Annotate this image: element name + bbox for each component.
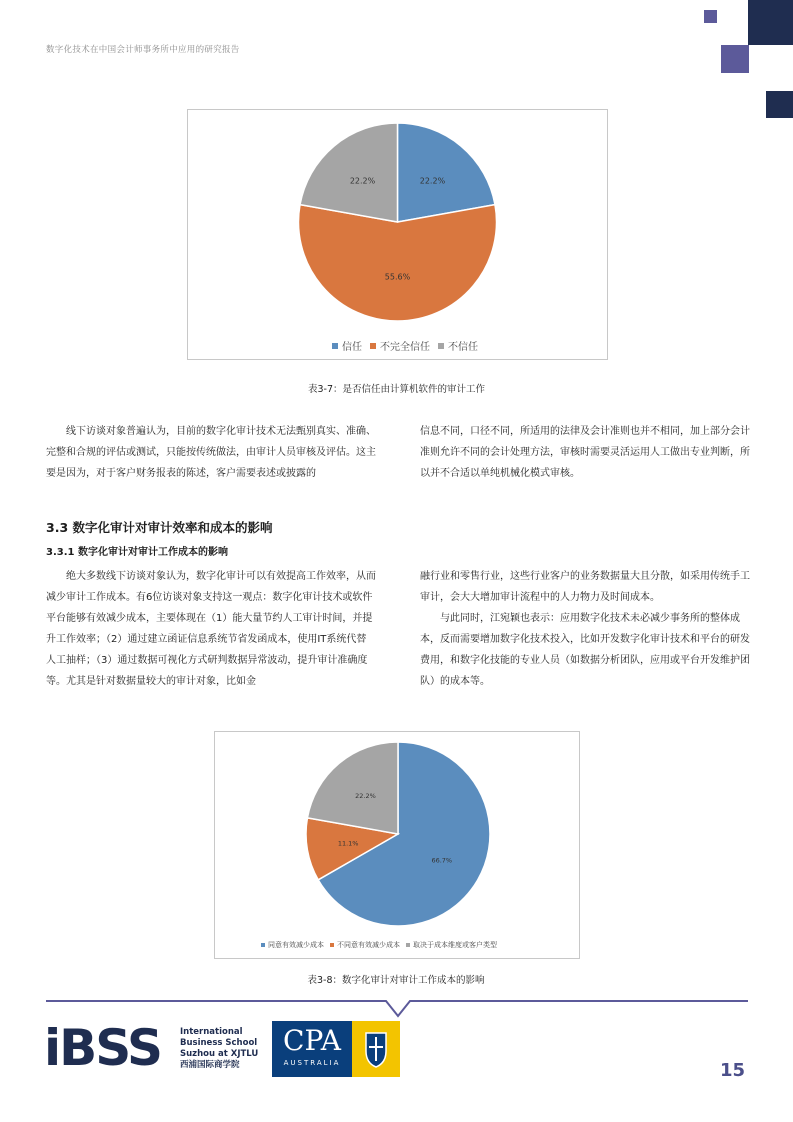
data-label: 22.2% <box>349 176 376 186</box>
cpa-logo-subtext: AUSTRALIA <box>283 1059 341 1067</box>
school-line: Suzhou at XJTLU <box>180 1049 259 1059</box>
pie-slice <box>307 742 398 834</box>
chart-legend <box>324 338 478 353</box>
school-line: International <box>180 1027 243 1037</box>
legend-label: 信任 <box>342 342 362 353</box>
legend-swatch <box>330 943 334 947</box>
footer-divider <box>46 1000 748 1020</box>
figure-caption: 表3-8：数字化审计对审计工作成本的影响 <box>307 975 485 986</box>
legend-swatch <box>406 943 410 947</box>
school-line: Business School <box>180 1038 258 1048</box>
pie-chart-trust <box>188 110 607 359</box>
ibss-logo: iBSS <box>44 1019 162 1077</box>
page-number: 15 <box>720 1060 746 1081</box>
legend-swatch <box>332 343 338 349</box>
legend-label: 同意有效减少成本 <box>268 941 324 949</box>
cpa-crest-icon <box>352 1021 400 1077</box>
decor-square-small <box>704 10 717 23</box>
data-label: 22.2% <box>355 792 376 801</box>
section-heading: 3.3 数字化审计对审计效率和成本的影响 <box>46 520 273 535</box>
running-header: 数字化技术在中国会计师事务所中应用的研究报告 <box>46 45 240 55</box>
decor-square-navy-top <box>748 0 793 45</box>
chart-legend <box>255 940 497 950</box>
decor-square-navy-right <box>766 91 793 118</box>
data-label: 11.1% <box>337 839 359 848</box>
pie-slice <box>300 123 397 222</box>
ibss-school-name <box>180 1027 258 1071</box>
pie-chart-cost <box>215 732 579 958</box>
data-label: 66.7% <box>431 856 453 865</box>
legend-label: 不信任 <box>448 342 478 353</box>
legend-label: 不同意有效减少成本 <box>337 941 400 949</box>
paragraph-right-1: 信息不同，口径不同，所适用的法律及会计准则也并不相同，加上部分会计准则允许不同的会计处理方法，审核时需要灵活运用人工做出专业判断，所以并不合适以单纯机械化模式审核。 <box>420 426 750 479</box>
paragraph-right-2a: 融行业和零售行业，这些行业客户的业务数据量大且分散，如采用传统手工审计，会大大增加审计流程中的人力物力及时间成本。 <box>420 571 750 603</box>
legend-swatch <box>370 343 376 349</box>
school-line: 西浦国际商学院 <box>180 1060 240 1070</box>
chart-frame-cost <box>214 731 580 959</box>
paragraph-left-2: 绝大多数线下访谈对象认为，数字化审计可以有效提高工作效率，从而减少审计工作成本。有6位访谈对象支持这一观点：数字化审计技术或软件平台能够有效减少成本，主要体现在（1）能大量节约人工审计时间，并提升工作效率；（2）通过建立函证信息系统节省发函成本，使用IT系统代替人工抽样；（3）通过数据可视化方式研判数据异常波动，提升审计准确度等。尤其是针对数据量较大的审计对象，比如金 <box>46 571 376 687</box>
legend-label: 不完全信任 <box>380 342 430 353</box>
data-label: 55.6% <box>384 272 411 282</box>
data-label: 22.2% <box>419 176 446 186</box>
figure-caption: 表3-7：是否信任由计算机软件的审计工作 <box>307 384 486 395</box>
chart-frame-trust <box>187 109 608 360</box>
decor-square-purple <box>721 45 749 73</box>
legend-swatch <box>438 343 444 349</box>
subsection-heading: 3.3.1 数字化审计对审计工作成本的影响 <box>46 547 228 558</box>
cpa-logo-text: CPA <box>283 1024 341 1057</box>
legend-label: 取决于成本维度或客户类型 <box>413 941 497 949</box>
paragraph-right-2b: 与此同时，江宛颖也表示：应用数字化技术未必减少事务所的整体成本，反而需要增加数字化技术投入，比如开发数字化审计技术和平台的研发费用，和数字化技能的专业人员（如数据分析团队，应用或平台开发维护团队）的成本等。 <box>420 613 750 687</box>
legend-swatch <box>261 943 265 947</box>
cpa-logo <box>272 1021 352 1077</box>
paragraph-left-1: 线下访谈对象普遍认为，目前的数字化审计技术无法甄别真实、准确、完整和合规的评估或测试，只能按传统做法，由审计人员审核及评估。这主要是因为，对于客户财务报表的陈述，客户需要表述或披露的 <box>46 426 376 479</box>
